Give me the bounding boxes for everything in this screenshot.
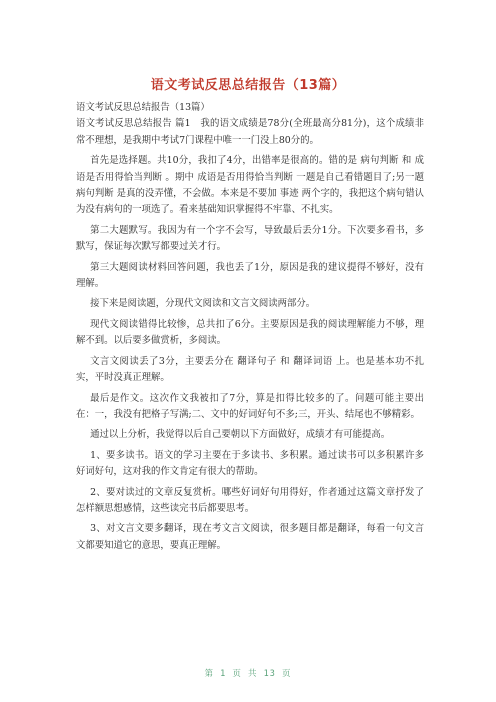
page-number-footer: 第 1 页 共 13 页 xyxy=(204,669,292,679)
paragraph: 第三大题阅读材料回答问题，我也丢了1分，原因是我的建议提得不够好，没有理解。 xyxy=(76,261,424,290)
paragraph: 通过以上分析，我觉得以后自己要朝以下方面做好，成绩才有可能提高。 xyxy=(90,429,391,441)
paragraph: 最后是作文。这次作文我被扣了7分，算是扣得比较多的了。问题可能主要出在：一，我没有把格子写满;二、文中的好词好句不多;三，开头、结尾也不够精彩。 xyxy=(76,392,424,420)
paragraph: 1、要多读书。语文的学习主要在于多读书、多积累。通过读书可以多积累许多好词好句，这对我的作文肯定有很大的帮助。 xyxy=(76,449,424,478)
paragraph: 3、对文言文要多翻译，现在考文言文阅读，很多题目都是翻译，每看一句文言文都要知道它的意思，要真正理解。 xyxy=(76,523,424,551)
paragraph: 2、要对读过的文章反复赏析。哪些好词好句用得好，作者通过这篇文章抒发了怎样额思想感情，这些读完书后都要思考。 xyxy=(76,486,424,514)
paragraph: 首先是选择题。共10分，我扣了4分，出错率是很高的。错的是 病句判断 和 成语是否用得恰当判断 。期中 成语是否用得恰当判断 一题是自己看错题目了;另一题 病句判断 是真的没弄懂，不会做。本来是不要加 事迹 两个字的，我把这个病句错认为没有病句的一项选了。看来基础知识掌握得不牢靠、不扎实。 xyxy=(76,155,424,216)
paragraph: 现代文阅读错得比较惨，总共扣了6分。主要原因是我的阅读理解能力不够，理解不到。以后要多做赏析，多阅读。 xyxy=(76,318,424,347)
document-title: 语文考试反思总结报告（13篇） xyxy=(150,78,346,93)
paragraph: 接下来是阅读题，分现代文阅读和文言文阅读两部分。 xyxy=(90,298,316,310)
paragraph: 第二大题默写。我因为有一个字不会写，导致最后丢分1分。下次要多看书，多默写，保证每次默写都要过关才行。 xyxy=(76,224,424,253)
paragraph: 语文考试反思总结报告 篇1 我的语文成绩是78分(全班最高分81分)，这个成绩非常不理想，是我期中考试7门课程中唯一一门没上80分的。 xyxy=(76,118,424,146)
document-subtitle: 语文考试反思总结报告（13篇） xyxy=(76,102,210,113)
paragraph: 文言文阅读丢了3分，主要丢分在 翻译句子 和 翻译词语 上。也是基本功不扎实，平时没真正理解。 xyxy=(76,355,424,384)
document-body xyxy=(76,100,424,558)
